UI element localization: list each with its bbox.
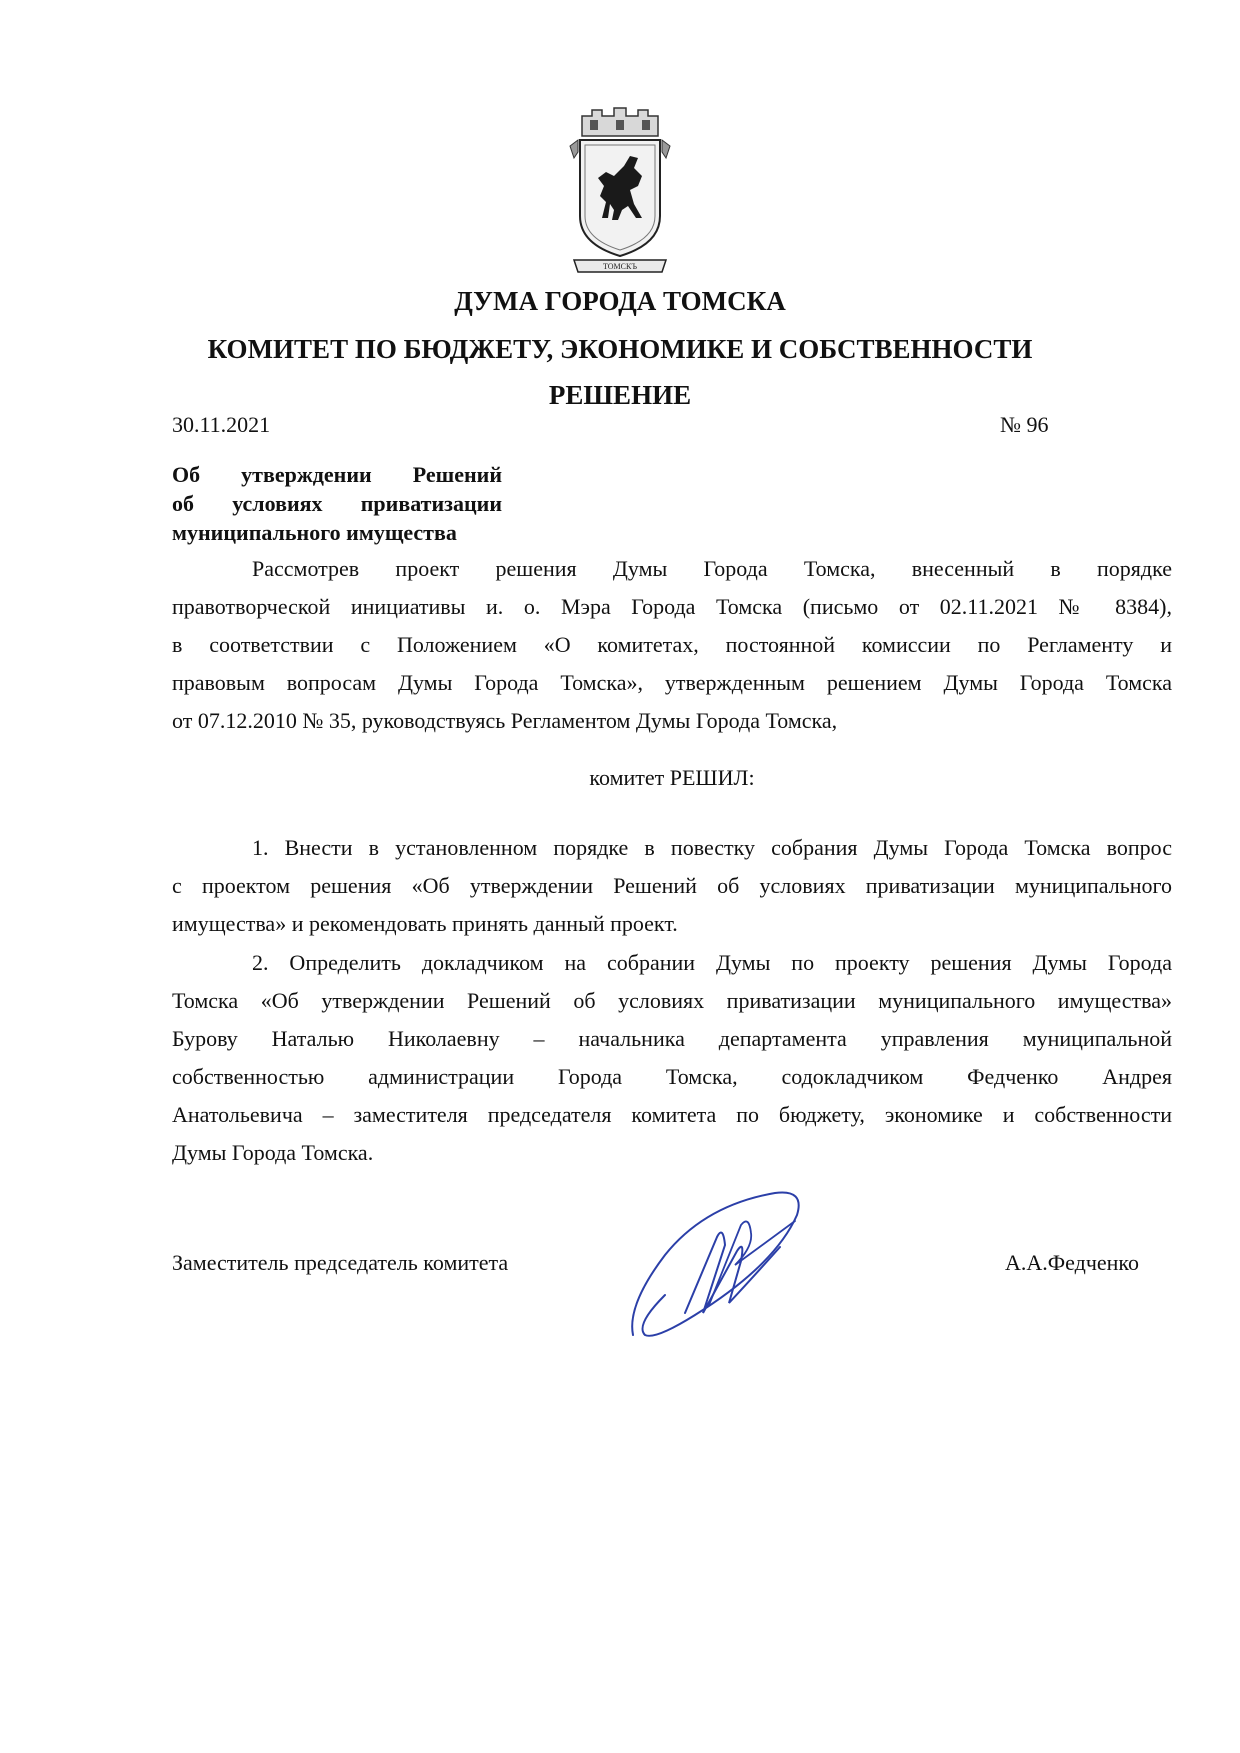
signatory-name: А.А.Федченко — [1005, 1250, 1139, 1275]
text-line: от 07.12.2010 № 35, руководствуясь Регламентом Думы Города Томска, — [172, 708, 838, 733]
text-line: Анатольевича – заместителя председателя комитета по бюджету, экономике и собственности — [172, 1102, 1172, 1127]
text-line: в соответствии с Положением «О комитетах, постоянной комиссии по Регламенту и — [172, 632, 1172, 657]
committee-title: КОМИТЕТ ПО БЮДЖЕТУ, ЭКОНОМИКЕ И СОБСТВЕННОСТИ — [207, 334, 1033, 364]
subject-line: об условиях приватизации — [172, 491, 502, 516]
text-line: Рассмотрев проект решения Думы Города Томска, внесенный в порядке — [252, 556, 1172, 581]
document-subject — [172, 460, 502, 547]
organization-title: ДУМА ГОРОДА ТОМСКА — [454, 286, 786, 316]
emblem-motto: ТОМСКЪ — [603, 262, 637, 271]
text-line: Думы Города Томска. — [172, 1140, 374, 1165]
text-line: собственностью администрации Города Томска, содокладчиком Федченко Андрея — [172, 1064, 1172, 1089]
text-line: Томска «Об утверждении Решений об условиях приватизации муниципального имущества» — [172, 988, 1172, 1013]
signatory-position: Заместитель председатель комитета — [172, 1250, 509, 1275]
decision-item-2 — [172, 944, 1172, 1172]
preamble-paragraph — [172, 550, 1172, 740]
text-line: правовым вопросам Думы Города Томска», утвержденным решением Думы Города Томска — [172, 670, 1172, 695]
handwritten-signature — [625, 1185, 825, 1350]
subject-line: Об утверждении Решений — [172, 462, 502, 487]
resolution-heading: комитет РЕШИЛ: — [589, 765, 755, 790]
document-date: 30.11.2021 — [172, 412, 271, 437]
text-line: 1. Внести в установленном порядке в повестку собрания Думы Города Томска вопрос — [252, 835, 1172, 860]
coat-of-arms-image — [568, 106, 672, 281]
city-coat-of-arms — [568, 106, 672, 281]
decision-item-1 — [172, 829, 1172, 943]
subject-line: муниципального имущества — [172, 520, 457, 545]
text-line: правотворческой инициативы и. о. Мэра Города Томска (письмо от 02.11.2021 № 8384), — [172, 594, 1172, 619]
text-line: 2. Определить докладчиком на собрании Думы по проекту решения Думы Города — [252, 950, 1172, 975]
text-line: Бурову Наталью Николаевну – начальника департамента управления муниципальной — [172, 1026, 1172, 1051]
text-line: имущества» и рекомендовать принять данный проект. — [172, 911, 678, 936]
signature-image — [625, 1185, 825, 1350]
document-number: № 96 — [1000, 412, 1049, 437]
document-type: РЕШЕНИЕ — [548, 380, 692, 410]
text-line: с проектом решения «Об утверждении Решений об условиях приватизации муниципального — [172, 873, 1172, 898]
